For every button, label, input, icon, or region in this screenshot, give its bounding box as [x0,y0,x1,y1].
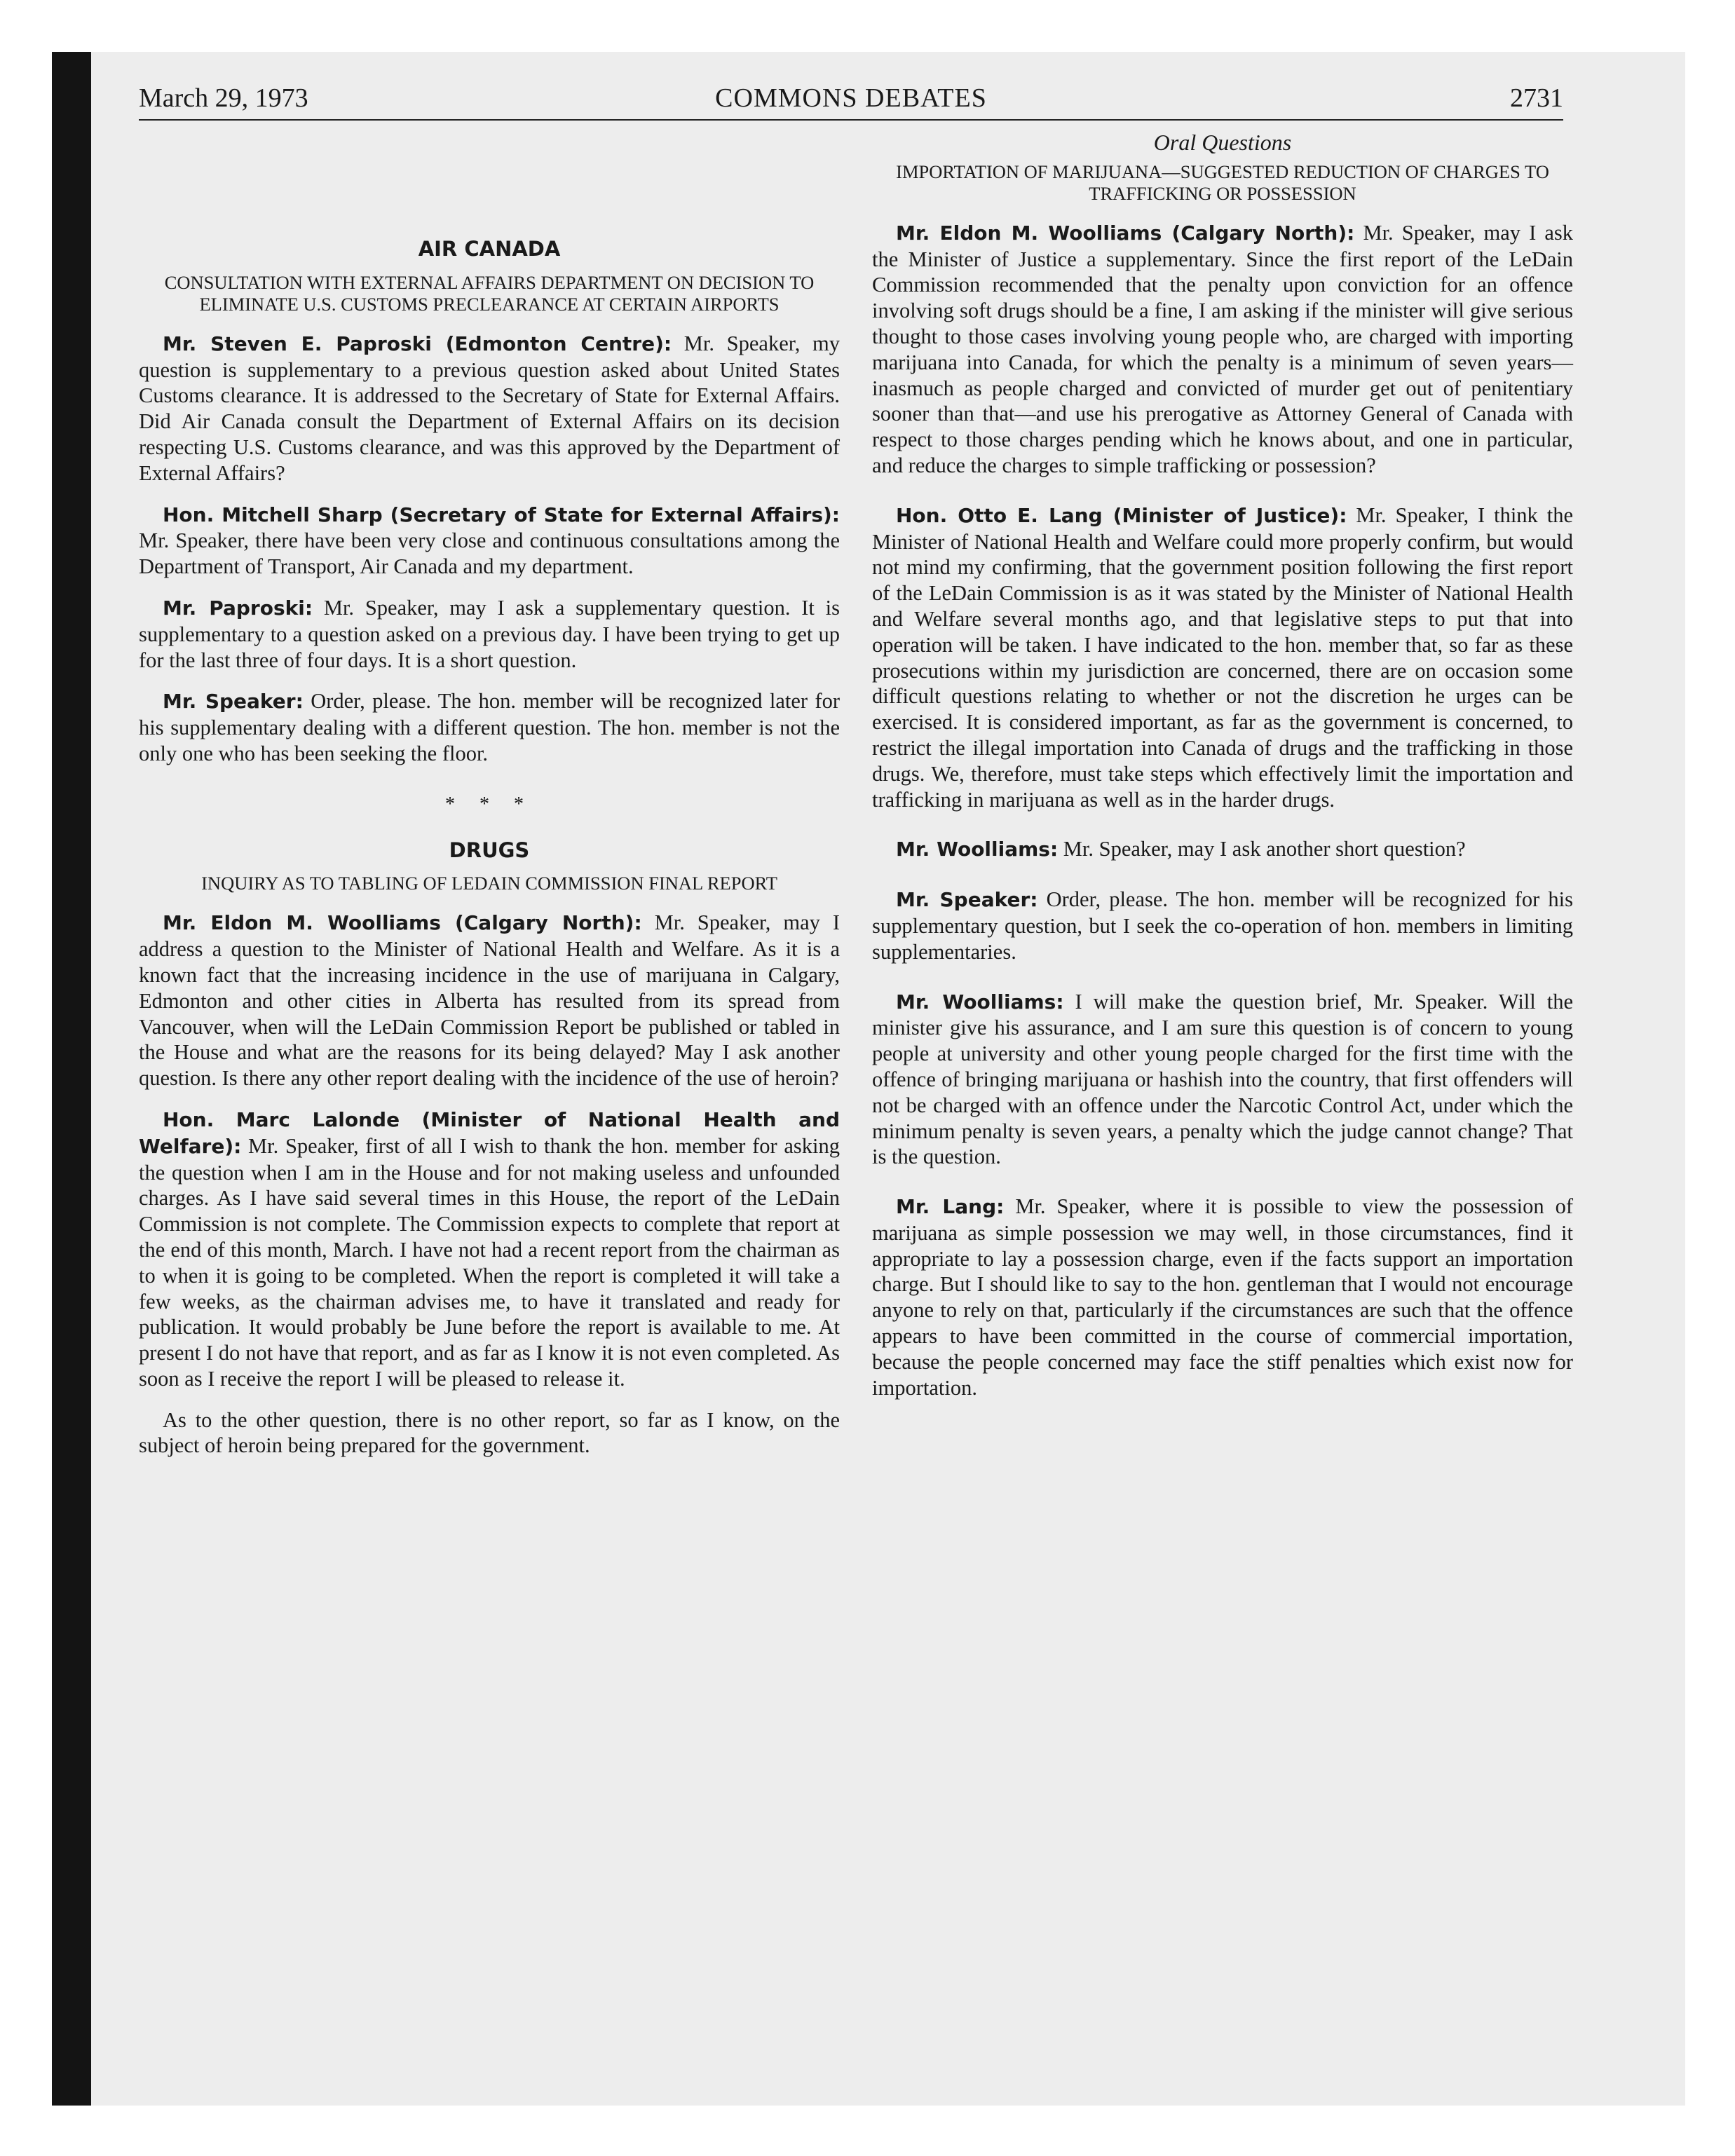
section-subtitle: INQUIRY AS TO TABLING OF LEDAIN COMMISSION FINAL REPORT [201,873,777,894]
speech-text: Order, please. The hon. member will be recognized for his supplementary question, but I seek the co-operation of hon. members in limiting supplementaries. [872,887,1573,964]
speech-paragraph [872,220,1573,479]
speech-paragraph [139,1407,840,1459]
speaker-name: Mr. Eldon M. Woolliams (Calgary North): [163,911,642,935]
speech-paragraph [139,910,840,1091]
speech-paragraph [872,836,1573,863]
header-date: March 29, 1973 [139,83,308,113]
speech-paragraph [872,887,1573,964]
speaker-name: Mr. Steven E. Paproski (Edmonton Centre): [163,332,672,355]
binding-edge [52,52,91,2106]
speech-text: Mr. Speaker, I think the Minister of National Health and Welfare could more properly confirm, but would not mind my confirming, that the government position following the first report of the LeDain Commission is as it was stated by the Minister of National Health and Welfare several months ago, and that legislative steps to put that into operation will be taken. I have indicated to the hon. member that, so far as these prosecutions within my jurisdiction are concerned, there are on occasion some difficult questions relating to whether or not the discretion he urges can be exercised. It is considered important, as far as the government is concerned, to restrict the illegal importation into Canada of drugs and the trafficking in those drugs. We, therefore, must take steps which effectively limit the importation and trafficking in marijuana as well as in the harder drugs. [872,503,1573,812]
speech-text: Mr. Speaker, my question is supplementary to a previous question asked about United States Customs clearance. It is addressed to the Secretary of State for External Affairs. Did Air Canada consult the Department of External Affairs on its decision respecting U.S. Customs clearance, and was this approved by the Department of External Affairs? [139,331,840,485]
running-head: Oral Questions [1153,130,1292,155]
speaker-name: Hon. Marc Lalonde (Minister of National Health and Welfare): [139,1107,840,1158]
speech-text: Mr. Speaker, may I ask another short question? [1063,837,1466,861]
section-title: AIR CANADA [418,237,561,261]
speech-paragraph [872,503,1573,813]
speech-text: Mr. Speaker, there have been very close and continuous consultations among the Department of Transport, Air Canada and my department. [139,528,840,579]
speech-paragraph [139,331,840,486]
speech-paragraph [139,595,840,673]
speech-text: As to the other question, there is no other report, so far as I know, on the subject of heroin being prepared for the government. [139,1407,840,1458]
speech-paragraph [139,1107,840,1392]
speech-text: Mr. Speaker, may I ask the Minister of Justice a supplementary. Since the first report of the LeDain Commission recommended that the penalty upon conviction for an offence involving soft drugs should be a fine, I am asking if the minister will give serious thought to those cases involving young people who, are charged with importing marijuana into Canada, for which the penalty is a minimum of seven years—inasmuch as people charged and convicted of murder get out of penitentiary sooner than that—and use his prerogative as Attorney General of Canada with respect to those charges pending which he knows about, and one in particular, and reduce the charges to simple trafficking or possession? [872,220,1574,477]
section-subtitle: CONSULTATION WITH EXTERNAL AFFAIRS DEPARTMENT ON DECISION TO ELIMINATE U.S. CUSTOMS PRECLEARANCE AT CERTAIN AIRPORTS [164,271,815,315]
speech-text: Mr. Speaker, may I address a question to the Minister of National Health and Welfare. As it is a known fact that the increasing incidence in the use of marijuana in Calgary, Edmonton and other cities in Alberta has resulted from its spread from Vancouver, when will the LeDain Commission Report be published or tabled in the House and what are the reasons for its being delayed? May I ask another question. Is there any other report dealing with the incidence of the use of heroin? [139,910,840,1091]
speech-paragraph [872,1194,1573,1400]
speaker-name: Hon. Mitchell Sharp (Secretary of State for External Affairs): [163,503,840,526]
speech-paragraph [139,688,840,766]
section-subtitle: IMPORTATION OF MARIJUANA—SUGGESTED REDUCTION OF CHARGES TO TRAFFICKING OR POSSESSION [896,161,1549,204]
section-title: DRUGS [449,838,530,862]
left-column [139,130,840,1474]
speech-text: Mr. Speaker, first of all I wish to thank the hon. member for asking the question when I am in the House and for not making useless and unfounded charges. As I have said several times in this House, the report of the LeDain Commission is not complete. The Commission expects to complete that report at the end of this month, March. I have not had a recent report from the chairman as to when it is going to be completed. When the report is completed it will take a few weeks, as the chairman advises me, to have it translated and ready for publication. It would probably be June before the report is available to me. At present I do not have that report, and as far as I know it is not even completed. As soon as I receive the report I will be pleased to release it. [139,1133,840,1391]
section-separator: * * * [445,793,533,815]
page-number: 2731 [1510,83,1563,113]
right-column [872,130,1573,1416]
speaker-name: Mr. Speaker: [896,888,1038,912]
speaker-name: Mr. Eldon M. Woolliams (Calgary North): [896,221,1355,245]
speech-text: Mr. Speaker, where it is possible to view the possession of marijuana as simple possession we may well, in those circumstances, find it appropriate to lay a possession charge, even if the facts support an importation charge. But I should like to say to the hon. gentleman that I would not encourage anyone to rely on that, particularly if the circumstances are such that the offence appears to have been committed in the course of commercial importation, because the people concerned may face the stiff penalties which exist now for importation. [872,1194,1574,1400]
speaker-name: Mr. Woolliams: [896,990,1064,1014]
speech-text: Order, please. The hon. member will be recognized later for his supplementary dealing with a different question. The hon. member is not the only one who has been seeking the floor. [139,689,840,765]
speech-paragraph [872,989,1573,1171]
header-title: COMMONS DEBATES [715,83,987,113]
speech-text: I will make the question brief, Mr. Speaker. Will the minister give his assurance, and I am sure this question is of concern to young people at university and other young people charged for the first time with the offence of bringing marijuana or hashish into the country, that first offenders will not be charged with an offence under the Narcotic Control Act, under which the minimum penalty is seven years, a penalty which the judge cannot change? That is the question. [872,989,1574,1169]
speech-paragraph [139,502,840,580]
speaker-name: Mr. Speaker: [163,690,304,714]
speaker-name: Mr. Paproski: [163,596,313,620]
page-header [139,83,1563,121]
speaker-name: Mr. Lang: [896,1195,1005,1219]
speech-text: Mr. Speaker, may I ask a supplementary question. It is supplementary to a question asked on a previous day. I have been trying to get up for the last three of four days. It is a short question. [139,595,840,672]
speaker-name: Mr. Woolliams: [896,838,1059,861]
speaker-name: Hon. Otto E. Lang (Minister of Justice): [896,503,1347,527]
